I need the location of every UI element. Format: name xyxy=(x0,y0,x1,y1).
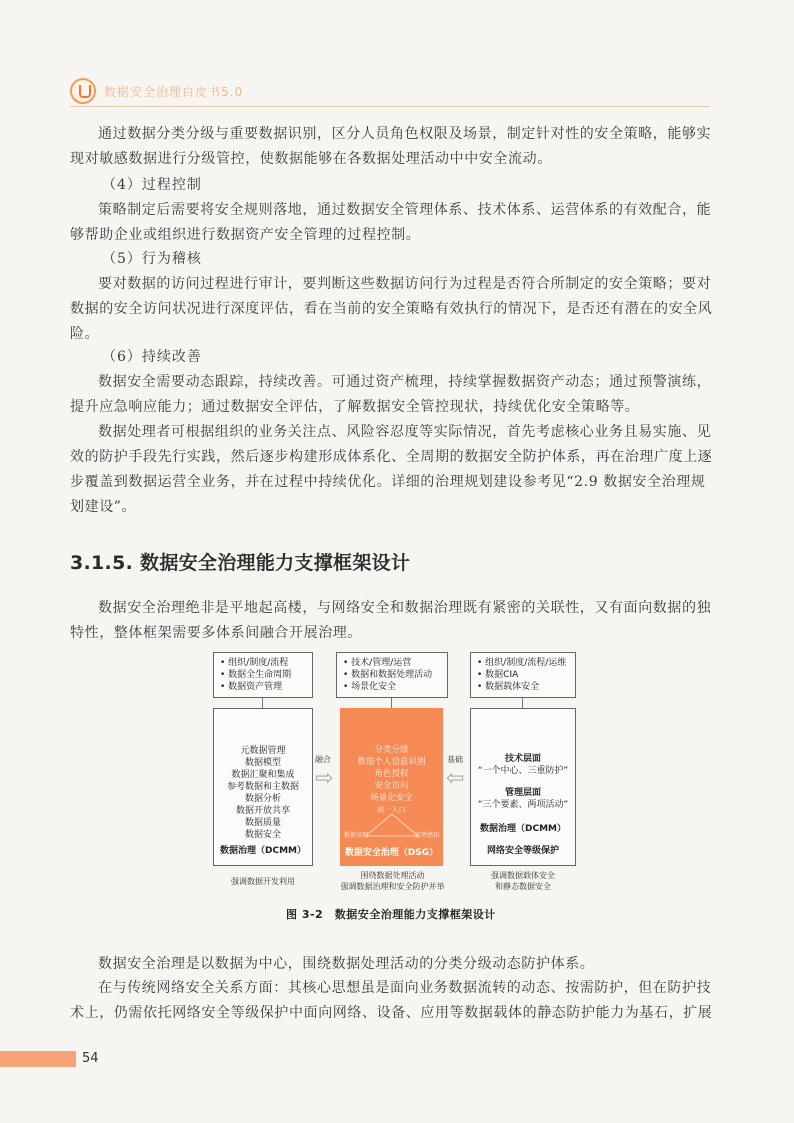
mlps-box xyxy=(470,708,576,866)
dsg-item: 分类分级 xyxy=(374,745,409,755)
note-right-1: 强调数据载体安全 xyxy=(491,871,555,880)
dsg-item: 安全访问 xyxy=(374,781,409,791)
left-top-item: • 组织/制度/流程 xyxy=(220,657,306,669)
subheading-6: （6）持续改善 xyxy=(102,349,202,365)
dcmm-footer: 数据治理（DCMM） xyxy=(220,846,306,856)
mid-top-item: • 场景化安全 xyxy=(343,681,441,693)
paragraph-6: 数据安全治理绝非是平地起高楼，与网络安全和数据治理既有紧密的关联性，又有面向数据的独特性，整体框架需要多体系间融合开展治理。 xyxy=(70,600,712,641)
mid-top-box xyxy=(336,652,448,698)
section-title: 3.1.5. 数据安全治理能力支撑框架设计 xyxy=(70,552,411,574)
fuse-label: 融合 xyxy=(315,755,331,764)
paragraph-7: 数据安全治理是以数据为中心，围绕数据处理活动的分类分级动态防护体系。 xyxy=(98,956,595,972)
figure-caption: 图 3-2 数据安全治理能力支撑框架设计 xyxy=(286,908,496,921)
subheading-5: （5）行为稽核 xyxy=(102,251,202,267)
mid-top-item: • 技术/管理/运营 xyxy=(343,657,441,669)
dsg-sub: 统一入口 xyxy=(377,806,406,814)
connector-right xyxy=(522,698,523,708)
footer-bar xyxy=(0,1051,76,1067)
paragraph-2: 策略制定后需要将安全规则落地，通过数据安全管理体系、技术体系、运营体系的有效配合，能够帮助企业或组织进行数据资产安全管理的过程控制。 xyxy=(70,202,712,243)
mgmt-text: “三个要素、两项活动” xyxy=(477,800,569,810)
dcmm-item: 数据质量 xyxy=(244,818,281,828)
dcmm-box xyxy=(213,708,313,866)
mlps-mid: 数据治理（DCMM） xyxy=(480,824,566,834)
note-right-2: 和静态数据安全 xyxy=(495,882,551,891)
mgmt-heading: 管理层面 xyxy=(504,788,541,798)
connector-mid xyxy=(391,698,392,708)
paragraph-5: 数据处理者可根据组织的业务关注点、风险容忍度等实际情况，首先考虑核心业务且易实施、见效的防护手段先行实践，然后逐步构建形成体系化、全周期的数据安全防护体系，再在治理广度上逐步覆盖到数据运营全业务，并在过程中持续优化。详细的治理规划建设参考见“2.9 数据安全治理规划建设”。 xyxy=(70,424,713,515)
running-header: 数据安全治理白皮书5.0 xyxy=(104,85,244,99)
right-top-item: • 组织/制度/流程/运维 xyxy=(477,657,569,669)
base-arrow-icon: ⇦ xyxy=(446,766,465,791)
paragraph-3: 要对数据的访问过程进行审计，要判断这些数据访问行为过程是否符合所制定的安全策略；要对数据的安全访问状况进行深度评估，看在当前的安全策略有效执行的情况下，是否还有潜在的安全风险。 xyxy=(70,276,713,342)
header-divider xyxy=(70,106,710,107)
page-number: 54 xyxy=(82,1051,99,1066)
paragraph-8: 在与传统网络安全关系方面：其核心思想虽是面向业务数据流转的动态、按需防护，但在防护技术上，仍需依托网络安全等级保护中面向网络、设备、应用等数据载体的静态防护能力为基石，扩展 xyxy=(70,980,713,1021)
dcmm-item: 元数据管理 xyxy=(240,746,286,756)
tech-text: “一个中心、三重防护” xyxy=(477,766,569,776)
note-mid-2: 强调数据治理和安全防护并举 xyxy=(340,882,445,891)
dcmm-item: 数据模型 xyxy=(244,758,281,768)
right-top-item: • 数据CIA xyxy=(477,669,569,681)
dcmm-item: 数据开放共享 xyxy=(235,806,290,816)
dcmm-item: 数据分析 xyxy=(244,794,281,804)
note-left: 强调数据开发利用 xyxy=(231,877,295,886)
right-top-item: • 数据载体安全 xyxy=(477,681,569,693)
mlps-footer: 网络安全等级保护 xyxy=(486,846,559,856)
left-top-item: • 数据资产管理 xyxy=(220,681,306,693)
right-top-box xyxy=(470,652,576,698)
base-label: 基础 xyxy=(447,755,463,764)
paragraph-4: 数据安全需要动态跟踪，持续改善。可通过资产梳理，持续掌握数据资产动态；通过预警演练，提升应急响应能力；通过数据安全评估，了解数据安全管控现状，持续优化安全策略等。 xyxy=(70,374,712,415)
dcmm-item: 数据安全 xyxy=(244,830,281,840)
dsg-corner-right: 态势感知 xyxy=(414,832,439,839)
mid-top-item: • 数据和数据处理活动 xyxy=(343,669,441,681)
tech-heading: 技术层面 xyxy=(504,754,541,764)
left-top-item: • 数据全生命周期 xyxy=(220,669,306,681)
logo-icon xyxy=(70,78,96,104)
dsg-footer: 数据安全治理（DSG） xyxy=(344,848,439,858)
dsg-item: 数据个人信息识别 xyxy=(357,757,426,767)
dcmm-item: 参考数据和主数据 xyxy=(226,782,299,792)
dsg-item: 角色授权 xyxy=(374,769,409,779)
dsg-corner-left: 数据发现 xyxy=(344,832,369,839)
dcmm-item: 数据汇聚和集成 xyxy=(231,770,295,780)
connector-left xyxy=(262,698,263,708)
note-mid-1: 围绕数据处理活动 xyxy=(360,871,425,880)
paragraph-1: 通过数据分类分级与重要数据识别，区分人员角色权限及场景，制定针对性的安全策略，能够实现对敏感数据进行分级管控，使数据能够在各数据处理活动中中安全流动。 xyxy=(70,126,712,167)
dsg-item: 场景化安全 xyxy=(370,793,413,803)
subheading-4: （4）过程控制 xyxy=(102,177,202,193)
fuse-arrow-icon: ⇨ xyxy=(315,766,334,791)
triangle-icon xyxy=(362,812,422,838)
left-top-box xyxy=(213,652,313,698)
dsg-box xyxy=(340,708,443,866)
